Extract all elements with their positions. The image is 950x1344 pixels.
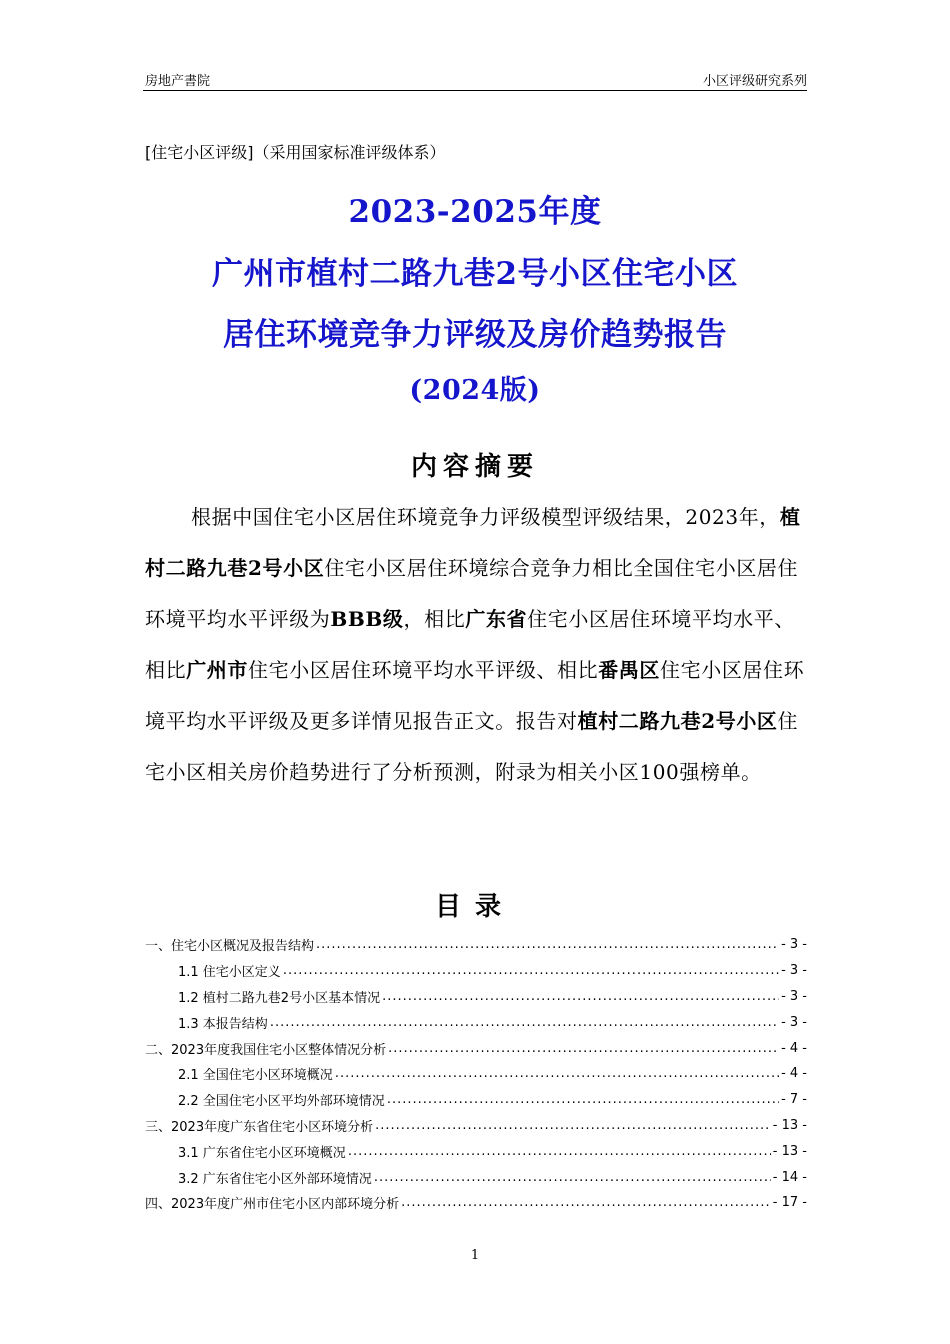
title-line-4: (2024版) (409, 375, 541, 406)
toc-entry[interactable] (145, 984, 807, 1010)
toc-entry-page: - 4 - (781, 1040, 807, 1056)
abstract-emphasis: 植村二路九巷2号小区 (577, 709, 778, 733)
abstract-heading: 内容摘要 (410, 452, 539, 482)
toc-leader-dots (401, 1195, 771, 1210)
toc-entry-page: - 7 - (781, 1092, 807, 1108)
abstract-paragraph (145, 492, 807, 798)
abstract-emphasis: 广州市 (186, 658, 249, 682)
toc-leader-dots (388, 1041, 779, 1056)
toc-entry-label: 1.1 住宅小区定义 (178, 965, 281, 981)
title-line-1: 2023-2025年度 (348, 194, 602, 230)
toc-entry-label: 1.2 植村二路九巷2号小区基本情况 (178, 990, 381, 1006)
toc-entry-label: 3.2 广东省住宅小区外部环境情况 (178, 1171, 372, 1187)
abstract-emphasis: 植村二路九巷2号小区 (145, 505, 801, 580)
toc-entry[interactable] (145, 1138, 807, 1164)
toc-entry[interactable] (145, 1113, 807, 1139)
abstract-emphasis: 广东省 (465, 607, 528, 631)
toc-entry-page: - 13 - (772, 1117, 807, 1133)
toc-entry[interactable] (145, 1061, 807, 1087)
toc-entry-label: 三、2023年度广东省住宅小区环境分析 (145, 1119, 374, 1135)
toc-entry[interactable] (145, 1035, 807, 1061)
abstract-body (145, 492, 807, 798)
table-of-contents (145, 932, 807, 1216)
abstract-emphasis: BBB级 (330, 607, 404, 631)
toc-entry-label: 一、住宅小区概况及报告结构 (145, 939, 315, 955)
toc-entry-page: - 3 - (781, 1014, 807, 1030)
toc-leader-dots (316, 937, 779, 952)
toc-entry[interactable] (145, 1087, 807, 1113)
abstract-text: 住宅小区相关房价趋势进行了分析预测，附录为相关小区100强榜单。 (145, 709, 799, 784)
abstract-text: 根据中国住宅小区居住环境竞争力评级模型评级结果，2023年， (191, 505, 780, 529)
title-line-3: 居住环境竞争力评级及房价趋势报告 (223, 317, 727, 353)
page-number: 1 (470, 1248, 480, 1263)
toc-entry[interactable] (145, 932, 807, 958)
report-tag: [住宅小区评级]（采用国家标准评级体系） (145, 143, 446, 162)
toc-entry[interactable] (145, 958, 807, 984)
toc-entry-label: 1.3 本报告结构 (178, 1016, 268, 1032)
abstract-text: 住宅小区居住环境综合竞争力相比全国住宅小区居住环境平均水平评级为 (145, 556, 799, 631)
toc-entry-page: - 13 - (772, 1143, 807, 1159)
toc-entry-page: - 4 - (781, 1066, 807, 1082)
toc-leader-dots (375, 1118, 771, 1133)
toc-entry[interactable] (145, 1164, 807, 1190)
header-right: 小区评级研究系列 (702, 74, 807, 89)
toc-entry[interactable] (145, 1009, 807, 1035)
title-line-2: 广州市植村二路九巷2号小区住宅小区 (211, 256, 739, 292)
header-left: 房地产書院 (145, 74, 211, 89)
abstract-text: 住宅小区居住环境平均水平评级及更多详情见报告正文。报告对 (145, 658, 805, 733)
toc-heading: 目录 (434, 892, 515, 922)
abstract-text: ，相比 (403, 607, 466, 631)
toc-leader-dots (283, 963, 779, 978)
toc-leader-dots (382, 989, 779, 1004)
toc-entry-page: - 3 - (781, 937, 807, 953)
abstract-emphasis: 番禺区 (598, 658, 661, 682)
abstract-text: 住宅小区居住环境平均水平评级、相比 (248, 658, 599, 682)
abstract-text: 住宅小区居住环境平均水平、相比 (145, 607, 795, 682)
toc-entry-page: - 3 - (781, 988, 807, 1004)
toc-entry-page: - 14 - (772, 1169, 807, 1185)
toc-entry-label: 2.1 全国住宅小区环境概况 (178, 1068, 333, 1084)
toc-entry[interactable] (145, 1190, 807, 1216)
toc-leader-dots (335, 1066, 779, 1081)
toc-entry-label: 四、2023年度广州市住宅小区内部环境分析 (145, 1197, 400, 1213)
toc-leader-dots (348, 1144, 771, 1159)
toc-leader-dots (387, 1092, 779, 1107)
header-rule (143, 90, 807, 91)
toc-entry-label: 2.2 全国住宅小区平均外部环境情况 (178, 1094, 385, 1110)
toc-entry-label: 3.1 广东省住宅小区环境概况 (178, 1145, 346, 1161)
toc-entry-page: - 3 - (781, 963, 807, 979)
toc-entry-label: 二、2023年度我国住宅小区整体情况分析 (145, 1042, 387, 1058)
toc-entry-page: - 17 - (772, 1195, 807, 1211)
toc-leader-dots (374, 1170, 771, 1185)
toc-leader-dots (270, 1015, 779, 1030)
